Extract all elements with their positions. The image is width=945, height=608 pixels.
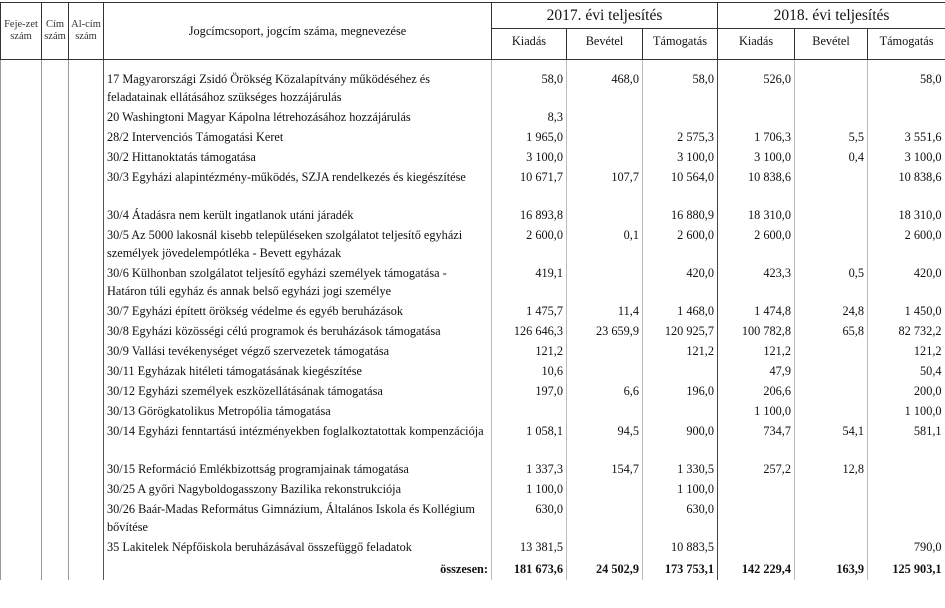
code-cell — [1, 224, 42, 262]
tamogatas-2017-cell: 630,0 — [643, 498, 718, 536]
kiadas-2017-cell: 3 100,0 — [492, 146, 567, 166]
kiadas-2018-cell: 526,0 — [718, 68, 795, 106]
bevetel-2018-cell: 54,1 — [795, 420, 868, 458]
bevetel-2018-cell: 5,5 — [795, 126, 868, 146]
col-fejezet: Feje-zet szám — [1, 3, 42, 60]
bevetel-2017-cell: 6,6 — [567, 380, 643, 400]
bevetel-2017-cell — [567, 498, 643, 536]
tamogatas-2018-cell: 10 838,6 — [868, 166, 945, 204]
row-description: 35 Lakitelek Népfőiskola beruházásával összefüggő feladatok — [104, 536, 492, 556]
bevetel-2017-cell — [567, 204, 643, 224]
tamogatas-2018-cell: 581,1 — [868, 420, 945, 458]
code-cell — [69, 340, 104, 360]
code-cell — [69, 556, 104, 580]
bevetel-2018-cell: 24,8 — [795, 300, 868, 320]
code-cell — [1, 420, 42, 458]
bevetel-2018-cell — [795, 536, 868, 556]
code-cell — [1, 68, 42, 106]
table-row — [1, 360, 945, 380]
code-cell — [69, 166, 104, 204]
table-row — [1, 498, 945, 536]
row-description: 17 Magyarországi Zsidó Örökség Közalapítvány működéséhez és feladatainak ellátásához szükséges hozzájárulás — [104, 68, 492, 106]
kiadas-2017-cell: 1 058,1 — [492, 420, 567, 458]
code-cell — [1, 536, 42, 556]
row-description: 30/26 Baár-Madas Református Gimnázium, Általános Iskola és Kollégium bővítése — [104, 498, 492, 536]
bevetel-2018-cell: 65,8 — [795, 320, 868, 340]
row-description: 30/14 Egyházi fenntartású intézményekben foglalkoztatottak kompenzációja — [104, 420, 492, 458]
code-cell — [69, 420, 104, 458]
code-cell — [42, 380, 69, 400]
code-cell — [42, 320, 69, 340]
code-cell — [69, 360, 104, 380]
table-row — [1, 166, 945, 204]
bevetel-2017-cell — [567, 478, 643, 498]
tamogatas-2017-cell: 420,0 — [643, 262, 718, 300]
row-description: 30/3 Egyházi alapintézmény-működés, SZJA rendelkezés és kiegészítése — [104, 166, 492, 204]
kiadas-2018-cell — [718, 498, 795, 536]
table-row — [1, 224, 945, 262]
col-cim: Cím szám — [42, 3, 69, 60]
bevetel-2018-cell — [795, 498, 868, 536]
kiadas-2017-cell: 630,0 — [492, 498, 567, 536]
tamogatas-2017-cell: 58,0 — [643, 68, 718, 106]
kiadas-2018-cell: 1 100,0 — [718, 400, 795, 420]
col-kiadas-2018: Kiadás — [718, 29, 795, 60]
table-row — [1, 146, 945, 166]
code-cell — [1, 556, 42, 580]
table-row — [1, 400, 945, 420]
table-row — [1, 300, 945, 320]
tamogatas-2017-cell: 900,0 — [643, 420, 718, 458]
code-cell — [69, 204, 104, 224]
code-cell — [69, 320, 104, 340]
kiadas-2017-cell: 1 475,7 — [492, 300, 567, 320]
row-description: 30/2 Hittanoktatás támogatása — [104, 146, 492, 166]
kiadas-2017-cell: 1 100,0 — [492, 478, 567, 498]
bevetel-2017-cell: 94,5 — [567, 420, 643, 458]
table-row — [1, 420, 945, 458]
row-description: 30/15 Reformáció Emlékbizottság programjainak támogatása — [104, 458, 492, 478]
row-description: 30/12 Egyházi személyek eszközellátásának támogatása — [104, 380, 492, 400]
table-row — [1, 536, 945, 556]
bevetel-2017-cell — [567, 262, 643, 300]
kiadas-2017-cell: 16 893,8 — [492, 204, 567, 224]
tamogatas-2018-cell: 2 600,0 — [868, 224, 945, 262]
tamogatas-2018-cell: 3 100,0 — [868, 146, 945, 166]
kiadas-2018-cell: 47,9 — [718, 360, 795, 380]
tamogatas-2017-cell: 1 468,0 — [643, 300, 718, 320]
code-cell — [42, 478, 69, 498]
tamogatas-2018-cell: 3 551,6 — [868, 126, 945, 146]
code-cell — [1, 340, 42, 360]
code-cell — [1, 166, 42, 204]
table-row — [1, 320, 945, 340]
tamogatas-2018-cell: 1 450,0 — [868, 300, 945, 320]
bevetel-2018-cell — [795, 204, 868, 224]
row-description: 28/2 Intervenciós Támogatási Keret — [104, 126, 492, 146]
bevetel-2018-cell — [795, 106, 868, 126]
tamogatas-2017-cell — [643, 106, 718, 126]
kiadas-2017-cell: 126 646,3 — [492, 320, 567, 340]
code-cell — [1, 320, 42, 340]
tamogatas-2018-cell: 82 732,2 — [868, 320, 945, 340]
tamogatas-2018-cell: 420,0 — [868, 262, 945, 300]
tamogatas-2017-cell: 2 600,0 — [643, 224, 718, 262]
tamogatas-2018-cell: 58,0 — [868, 68, 945, 106]
bevetel-2018-cell — [795, 360, 868, 380]
table-row — [1, 68, 945, 106]
kiadas-2018-cell: 257,2 — [718, 458, 795, 478]
table-row — [1, 478, 945, 498]
bevetel-2018-cell: 163,9 — [795, 556, 868, 580]
tamogatas-2018-cell — [868, 478, 945, 498]
bevetel-2018-cell: 12,8 — [795, 458, 868, 478]
tamogatas-2017-cell: 1 330,5 — [643, 458, 718, 478]
row-description: 30/9 Vallási tevékenységet végző szervezetek támogatása — [104, 340, 492, 360]
kiadas-2018-cell: 121,2 — [718, 340, 795, 360]
row-description: 30/7 Egyházi épített örökség védelme és egyéb beruházások — [104, 300, 492, 320]
table-row — [1, 340, 945, 360]
code-cell — [42, 224, 69, 262]
row-description: 30/13 Görögkatolikus Metropólia támogatása — [104, 400, 492, 420]
tamogatas-2017-cell: 1 100,0 — [643, 478, 718, 498]
tamogatas-2017-cell — [643, 400, 718, 420]
code-cell — [69, 68, 104, 106]
tamogatas-2018-cell: 121,2 — [868, 340, 945, 360]
tamogatas-2017-cell: 173 753,1 — [643, 556, 718, 580]
tamogatas-2018-cell — [868, 498, 945, 536]
kiadas-2017-cell: 13 381,5 — [492, 536, 567, 556]
code-cell — [69, 400, 104, 420]
code-cell — [69, 106, 104, 126]
code-cell — [69, 262, 104, 300]
row-description: 30/25 A győri Nagyboldogasszony Bazilika rekonstrukciója — [104, 478, 492, 498]
code-cell — [42, 126, 69, 146]
tamogatas-2018-cell — [868, 106, 945, 126]
table-row — [1, 204, 945, 224]
kiadas-2018-cell: 734,7 — [718, 420, 795, 458]
col-description: Jogcímcsoport, jogcím száma, megnevezése — [104, 3, 492, 60]
col-alcim: Al-cím szám — [69, 3, 104, 60]
tamogatas-2017-cell: 16 880,9 — [643, 204, 718, 224]
code-cell — [42, 300, 69, 320]
code-cell — [69, 458, 104, 478]
code-cell — [69, 146, 104, 166]
col-bevetel-2018: Bevétel — [795, 29, 868, 60]
code-cell — [69, 126, 104, 146]
code-cell — [42, 420, 69, 458]
total-label: összesen: — [104, 556, 492, 580]
kiadas-2018-cell: 10 838,6 — [718, 166, 795, 204]
tamogatas-2017-cell — [643, 360, 718, 380]
code-cell — [42, 166, 69, 204]
bevetel-2017-cell: 154,7 — [567, 458, 643, 478]
bevetel-2017-cell — [567, 536, 643, 556]
bevetel-2017-cell: 11,4 — [567, 300, 643, 320]
tamogatas-2017-cell: 121,2 — [643, 340, 718, 360]
code-cell — [69, 536, 104, 556]
bevetel-2017-cell: 468,0 — [567, 68, 643, 106]
code-cell — [1, 458, 42, 478]
tamogatas-2018-cell: 1 100,0 — [868, 400, 945, 420]
bevetel-2017-cell — [567, 340, 643, 360]
code-cell — [42, 458, 69, 478]
kiadas-2017-cell: 58,0 — [492, 68, 567, 106]
code-cell — [42, 106, 69, 126]
kiadas-2017-cell: 10,6 — [492, 360, 567, 380]
code-cell — [42, 146, 69, 166]
col-kiadas-2017: Kiadás — [492, 29, 567, 60]
table-row — [1, 262, 945, 300]
row-description: 30/6 Külhonban szolgálatot teljesítő egyházi személyek támogatása - Határon túli egyház és annak belső egyházi jogi személye — [104, 262, 492, 300]
kiadas-2017-cell: 181 673,6 — [492, 556, 567, 580]
code-cell — [1, 300, 42, 320]
code-cell — [1, 106, 42, 126]
kiadas-2017-cell: 1 337,3 — [492, 458, 567, 478]
bevetel-2017-cell — [567, 400, 643, 420]
code-cell — [69, 380, 104, 400]
tamogatas-2018-cell: 200,0 — [868, 380, 945, 400]
tamogatas-2018-cell: 125 903,1 — [868, 556, 945, 580]
kiadas-2017-cell — [492, 400, 567, 420]
kiadas-2018-cell: 1 474,8 — [718, 300, 795, 320]
kiadas-2018-cell: 100 782,8 — [718, 320, 795, 340]
kiadas-2018-cell — [718, 536, 795, 556]
kiadas-2017-cell: 419,1 — [492, 262, 567, 300]
bevetel-2018-cell: 0,4 — [795, 146, 868, 166]
bevetel-2017-cell: 0,1 — [567, 224, 643, 262]
kiadas-2018-cell: 18 310,0 — [718, 204, 795, 224]
code-cell — [69, 498, 104, 536]
kiadas-2018-cell: 423,3 — [718, 262, 795, 300]
code-cell — [69, 300, 104, 320]
col-bevetel-2017: Bevétel — [567, 29, 643, 60]
code-cell — [42, 536, 69, 556]
code-cell — [1, 498, 42, 536]
col-tamogatas-2017: Támogatás — [643, 29, 718, 60]
bevetel-2018-cell: 0,5 — [795, 262, 868, 300]
tamogatas-2017-cell: 10 564,0 — [643, 166, 718, 204]
kiadas-2017-cell: 121,2 — [492, 340, 567, 360]
table-row — [1, 126, 945, 146]
code-cell — [1, 478, 42, 498]
bevetel-2017-cell: 24 502,9 — [567, 556, 643, 580]
bevetel-2018-cell — [795, 400, 868, 420]
bevetel-2018-cell — [795, 224, 868, 262]
kiadas-2017-cell: 10 671,7 — [492, 166, 567, 204]
bevetel-2017-cell — [567, 106, 643, 126]
tamogatas-2017-cell: 120 925,7 — [643, 320, 718, 340]
kiadas-2018-cell: 142 229,4 — [718, 556, 795, 580]
bevetel-2018-cell — [795, 68, 868, 106]
bevetel-2018-cell — [795, 166, 868, 204]
tamogatas-2018-cell — [868, 458, 945, 478]
kiadas-2017-cell: 8,3 — [492, 106, 567, 126]
tamogatas-2018-cell: 18 310,0 — [868, 204, 945, 224]
bevetel-2017-cell — [567, 126, 643, 146]
kiadas-2018-cell — [718, 478, 795, 498]
bevetel-2017-cell — [567, 146, 643, 166]
code-cell — [1, 380, 42, 400]
code-cell — [42, 204, 69, 224]
code-cell — [69, 478, 104, 498]
code-cell — [42, 360, 69, 380]
bevetel-2018-cell — [795, 380, 868, 400]
bevetel-2018-cell — [795, 340, 868, 360]
tamogatas-2018-cell: 50,4 — [868, 360, 945, 380]
code-cell — [1, 146, 42, 166]
bevetel-2017-cell: 107,7 — [567, 166, 643, 204]
kiadas-2018-cell: 2 600,0 — [718, 224, 795, 262]
kiadas-2018-cell: 206,6 — [718, 380, 795, 400]
code-cell — [42, 340, 69, 360]
code-cell — [1, 360, 42, 380]
table-row — [1, 458, 945, 478]
row-description: 30/11 Egyházak hitéleti támogatásának kiegészítése — [104, 360, 492, 380]
table-row — [1, 380, 945, 400]
kiadas-2018-cell — [718, 106, 795, 126]
tamogatas-2017-cell: 2 575,3 — [643, 126, 718, 146]
kiadas-2017-cell: 197,0 — [492, 380, 567, 400]
kiadas-2017-cell: 2 600,0 — [492, 224, 567, 262]
bevetel-2017-cell: 23 659,9 — [567, 320, 643, 340]
code-cell — [1, 262, 42, 300]
code-cell — [42, 262, 69, 300]
table-row — [1, 106, 945, 126]
code-cell — [1, 126, 42, 146]
kiadas-2018-cell: 1 706,3 — [718, 126, 795, 146]
row-description: 20 Washingtoni Magyar Kápolna létrehozásához hozzájárulás — [104, 106, 492, 126]
row-description: 30/5 Az 5000 lakosnál kisebb településeken szolgálatot teljesítő egyházi személyek jövedelempótléka - Bevett egyházak — [104, 224, 492, 262]
tamogatas-2017-cell: 3 100,0 — [643, 146, 718, 166]
code-cell — [42, 400, 69, 420]
total-row — [1, 556, 945, 580]
row-description: 30/8 Egyházi közösségi célú programok és beruházások támogatása — [104, 320, 492, 340]
bevetel-2018-cell — [795, 478, 868, 498]
year-2017-header: 2017. évi teljesítés — [492, 3, 718, 29]
code-cell — [42, 556, 69, 580]
code-cell — [1, 204, 42, 224]
code-cell — [69, 224, 104, 262]
kiadas-2017-cell: 1 965,0 — [492, 126, 567, 146]
tamogatas-2018-cell: 790,0 — [868, 536, 945, 556]
tamogatas-2017-cell: 10 883,5 — [643, 536, 718, 556]
tamogatas-2017-cell: 196,0 — [643, 380, 718, 400]
code-cell — [1, 400, 42, 420]
budget-table — [0, 2, 945, 580]
year-2018-header: 2018. évi teljesítés — [718, 3, 945, 29]
code-cell — [42, 68, 69, 106]
code-cell — [42, 498, 69, 536]
row-description: 30/4 Átadásra nem került ingatlanok utáni járadék — [104, 204, 492, 224]
kiadas-2018-cell: 3 100,0 — [718, 146, 795, 166]
bevetel-2017-cell — [567, 360, 643, 380]
col-tamogatas-2018: Támogatás — [868, 29, 945, 60]
